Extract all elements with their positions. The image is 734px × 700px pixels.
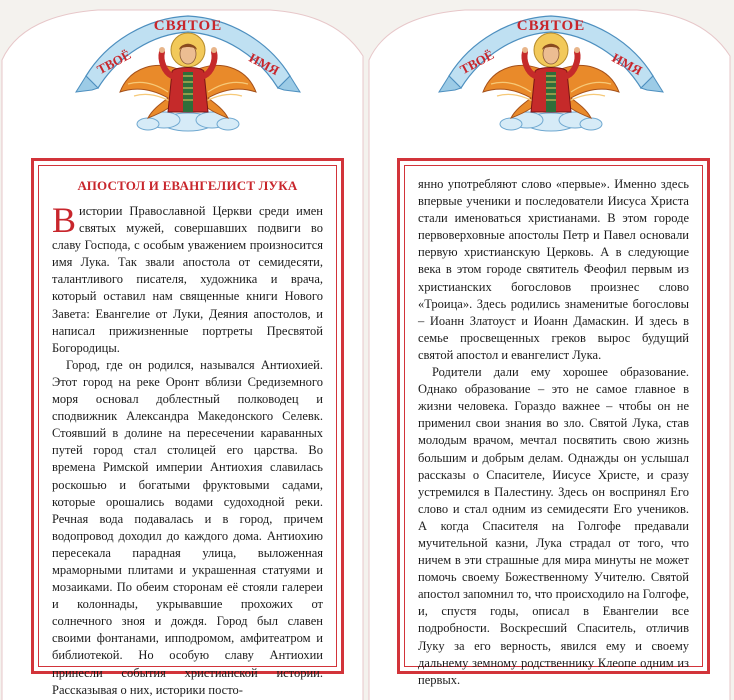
right-text-panel: [397, 158, 710, 687]
right-page: [367, 0, 734, 700]
banner-left-word: ТВОЁ: [457, 46, 497, 78]
left-paragraph-2: Город, где он родился, назывался Антиохией. Этот город на реке Оронт вблизи Средиземного моря основал доблестный полководец и сподвижник Александра Македонского Селевк. Стоявший в долине на пересечении караванных путей город стал столицей его царства. Во времена Римской империи Антиохия славилась роскошью и богатыми фруктовыми садами, которые орошались водами судоходной реки. Речная вода подавалась и в город, причем водопровод доходил до каждого дома. Антиохию пересекала парадная улица, выложенная мраморными плитами и украшенная статуями и мозаиками. По обеим сторонам её стояли галереи и колоннады, укрывавшие прохожих от солнечного зноя и дождя. Город был славен своими фонтанами, ипподромом, амфитеатром и библиотекой. Но особую славу Антиохии принесли события христианской истории. Рассказывая о них, историки посто-: [52, 357, 323, 697]
left-paragraph-1-text: истории Православной Церкви среди имен святых мужей, совершавших подвиги во славу Господа, с особым уважением произносится имя Лука. Так звали апостола от семидесяти, талантливого писателя, художника и врача, который оставил нам священные книги Нового Завета: Евангелие от Луки, Деяния апостолов, и написал прижизненные портреты Пресвятой Богородицы.: [52, 204, 323, 355]
left-text-frame: [38, 165, 337, 697]
page-title: АПОСТОЛ И ЕВАНГЕЛИСТ ЛУКА: [77, 178, 298, 193]
right-body-text: [418, 176, 689, 689]
angel-banner-image: [68, 0, 308, 140]
right-text-frame: [404, 165, 703, 687]
banner-right-word: ИМЯ: [246, 49, 282, 79]
angel-banner-image: [431, 0, 671, 140]
left-body-text: [52, 200, 323, 699]
right-paragraph-1: янно употребляют слово «первые». Именно здесь впервые ученики и последователи Иисуса Христа стали именоваться христианами. В этом городе первоверховные апостолы Петр и Павел основали первую христианскую Церковь. А в следующие века в этом городе святитель Феофил первым из христианских богословов произнес слово «Троица». Здесь родились знаменитые богословы – Иоанн Златоуст и Иоанн Дамаскин. И здесь в семье просвещенных греков вырос будущий святой апостол и евангелист Лука.: [418, 177, 689, 362]
left-paragraph-1: [52, 200, 323, 357]
banner-left-word: ТВОЁ: [94, 46, 134, 78]
banner-top-word: СВЯТОЕ: [153, 18, 223, 34]
right-paragraph-2: Родители дали ему хорошее образование. Однако образование – это не самое главное в жизни человека. Гораздо важнее – чтобы он не применил свои знания во зло. Святой Лука, став молодым врачом, мечтал посвятить свою жизнь большим и добрым делам. Однажды он услышал рассказы о Спасителе, Иисусе Христе, и сразу устремился в Палестину. Здесь он воспринял Его слово и стал одним из семидесяти Его учеников. А когда Спасителя на Голгофе предавали мучительной казни, Лука страдал от того, что ничем в эти страшные для мира минуты не может помочь своему Божественному Учителю. Святой апостол запомнил то, что происходило на Голгофе, и, спустя годы, описал в Евангелии все подробности. Воскресший Спаситель, отличив Луку за его верность, явился ему и своему дальнему земному родственнику Клеопе одним из первых.: [418, 365, 689, 687]
left-text-panel: [31, 158, 344, 697]
drop-cap: В: [52, 200, 77, 240]
banner-top-word: СВЯТОЕ: [516, 18, 586, 34]
banner-right-word: ИМЯ: [609, 49, 645, 79]
